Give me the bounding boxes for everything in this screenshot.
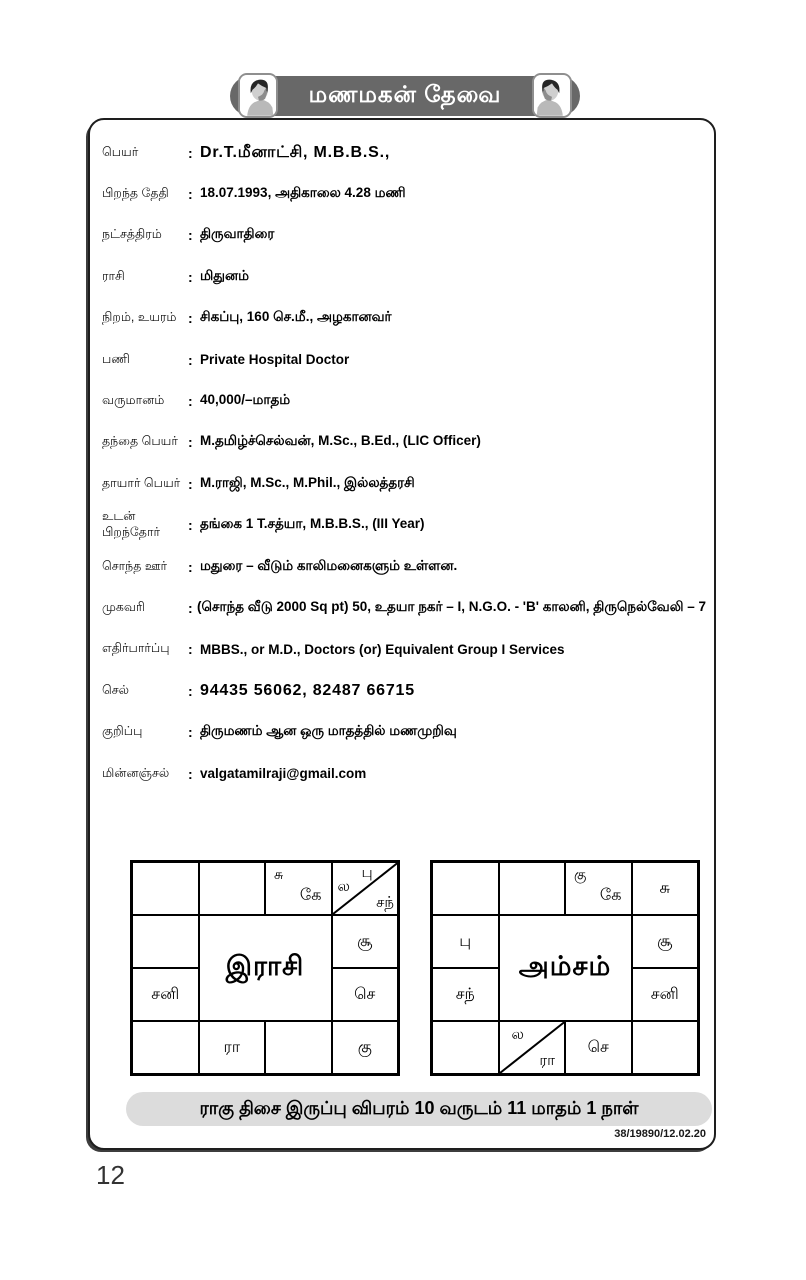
planet-label: கே	[599, 887, 622, 904]
field-colon: :	[188, 599, 193, 616]
planet-label: சூ	[657, 932, 673, 950]
biodata-box	[88, 118, 716, 1150]
rahu-dasa-note-pill	[126, 1092, 712, 1126]
page-title: மணமகன் தேவை	[308, 81, 502, 107]
field-label: நட்சத்திரம்	[102, 227, 162, 242]
field-colon: :	[188, 641, 193, 658]
rasi-cell-9	[132, 1021, 199, 1074]
amsam-chart	[430, 860, 700, 1076]
amsam-cell-6	[632, 915, 699, 968]
horoscope-charts	[90, 860, 714, 1076]
field-native-place	[102, 546, 706, 587]
planet-label: சந்	[376, 894, 394, 911]
field-colon: :	[188, 434, 193, 451]
biodata-fields	[102, 132, 706, 794]
rasi-cell-2	[199, 862, 266, 915]
groom-photo-frame-right	[532, 73, 572, 118]
rasi-cell-5	[132, 915, 199, 968]
rasi-cell-6	[332, 915, 399, 968]
planet-label: சு	[659, 879, 670, 897]
amsam-cell-9	[432, 1021, 499, 1074]
planet-label: செ	[587, 1038, 609, 1056]
field-label: மின்னஞ்சல்	[102, 765, 170, 780]
field-value: Dr.T.மீனாட்சி, M.B.B.S.,	[200, 143, 391, 161]
field-cell-phone	[102, 670, 706, 711]
field-label: பெயர்	[102, 144, 139, 159]
field-colon: :	[188, 724, 193, 741]
field-note	[102, 711, 706, 752]
field-birth-date	[102, 173, 706, 214]
field-colon: :	[188, 268, 193, 285]
planet-label: சனி	[650, 985, 679, 1003]
man-profile-icon	[240, 75, 276, 116]
field-name	[102, 132, 706, 173]
field-label: குறிப்பு	[102, 724, 143, 739]
field-value: 94435 56062, 82487 66715	[200, 681, 415, 699]
field-label: பணி	[102, 351, 130, 366]
field-value: திருமணம் ஆன ஒரு மாதத்தில் மணமுறிவு	[200, 723, 457, 739]
lagna-label: ல	[337, 878, 350, 895]
field-label: எதிர்பார்ப்பு	[102, 641, 170, 656]
field-value: 18.07.1993, அதிகாலை 4.28 மணி	[200, 185, 406, 201]
field-father-name	[102, 422, 706, 463]
field-value: valgatamilraji@gmail.com	[200, 766, 367, 782]
rasi-chart	[130, 860, 400, 1076]
field-income	[102, 380, 706, 421]
reference-number: 38/19890/12.02.20	[614, 1128, 706, 1140]
rasi-cell-7	[132, 968, 199, 1021]
page-number: 12	[96, 1160, 125, 1190]
planet-label: கு	[574, 866, 587, 882]
field-job	[102, 339, 706, 380]
amsam-cell-3	[565, 862, 632, 915]
field-label: பிறந்த தேதி	[102, 186, 169, 201]
field-label: நிறம், உயரம்	[102, 310, 177, 325]
rasi-cell-10	[199, 1021, 266, 1074]
field-colon: :	[188, 765, 193, 782]
rasi-chart-center	[199, 915, 332, 1021]
field-value: M.தமிழ்ச்செல்வன், M.Sc., B.Ed., (LIC Officer)	[200, 433, 481, 449]
field-siblings	[102, 505, 706, 546]
field-value: M.ராஜி, M.Sc., M.Phil., இல்லத்தரசி	[200, 474, 415, 490]
field-value: Private Hospital Doctor	[200, 352, 350, 368]
amsam-cell-10-split	[499, 1021, 566, 1074]
rasi-cell-4-split	[332, 862, 399, 915]
amsam-chart-center	[499, 915, 632, 1021]
field-email	[102, 753, 706, 794]
field-value: தங்கை 1 T.சத்யா, M.B.B.S., (III Year)	[200, 516, 425, 532]
field-value: மிதுனம்	[200, 267, 249, 283]
field-label: தாயார் பெயர்	[102, 475, 181, 490]
field-value: சிகப்பு, 160 செ.மீ., அழகானவர்	[200, 309, 392, 325]
field-value: 40,000/–மாதம்	[200, 392, 291, 408]
field-mother-name	[102, 463, 706, 504]
field-colon: :	[188, 517, 193, 534]
field-value: (சொந்த வீடு 2000 Sq pt) 50, உதயா நகர் – I, N.G.O. - 'B' காலனி, திருநெல்வேலி – 7	[197, 598, 706, 614]
planet-label: கு	[357, 1038, 372, 1056]
field-colon: :	[188, 144, 193, 161]
field-colon: :	[188, 393, 193, 410]
field-label: வருமானம்	[102, 393, 165, 408]
field-complexion-height	[102, 298, 706, 339]
amsam-cell-2	[499, 862, 566, 915]
field-value: மதுரை – வீடும் காலிமனைகளும் உள்ளன.	[200, 557, 458, 573]
planet-label: சனி	[151, 985, 180, 1003]
planet-label: சூ	[357, 932, 373, 950]
rasi-cell-3	[265, 862, 332, 915]
field-star	[102, 215, 706, 256]
field-label: ராசி	[102, 268, 125, 283]
amsam-cell-7	[432, 968, 499, 1021]
field-value: திருவாதிரை	[200, 226, 275, 242]
chart-title: அம்சம்	[518, 950, 612, 981]
rasi-cell-11	[265, 1021, 332, 1074]
field-label: உடன் பிறந்தோர்	[102, 509, 161, 540]
rasi-cell-1	[132, 862, 199, 915]
field-address	[102, 587, 706, 628]
planet-label: பு	[459, 932, 472, 950]
header-banner	[230, 76, 580, 116]
amsam-cell-1	[432, 862, 499, 915]
field-colon: :	[188, 682, 193, 699]
planet-label: ரா	[539, 1052, 555, 1069]
field-label: முகவரி	[102, 599, 145, 614]
field-colon: :	[188, 227, 193, 244]
planet-label: சந்	[455, 985, 475, 1003]
rasi-cell-8	[332, 968, 399, 1021]
field-label: தந்தை பெயர்	[102, 434, 178, 449]
planet-label: சு	[274, 866, 284, 882]
field-value: MBBS., or M.D., Doctors (or) Equivalent Group I Services	[200, 641, 565, 657]
field-rasi	[102, 256, 706, 297]
field-colon: :	[188, 310, 193, 327]
amsam-cell-11	[565, 1021, 632, 1074]
man-profile-icon	[534, 75, 570, 116]
amsam-cell-8	[632, 968, 699, 1021]
field-colon: :	[188, 475, 193, 492]
rahu-dasa-note: ராகு திசை இருப்பு விபரம் 10 வருடம் 11 மாதம் 1 நாள்	[199, 1097, 639, 1118]
field-colon: :	[188, 186, 193, 203]
amsam-cell-4	[632, 862, 699, 915]
planet-label: செ	[354, 985, 376, 1003]
field-expectation	[102, 629, 706, 670]
rasi-cell-12	[332, 1021, 399, 1074]
amsam-cell-5	[432, 915, 499, 968]
amsam-cell-12	[632, 1021, 699, 1074]
field-colon: :	[188, 558, 193, 575]
lagna-label: ல	[511, 1026, 524, 1043]
field-label: செல்	[102, 682, 130, 697]
field-label: சொந்த ஊர்	[102, 558, 168, 573]
planet-label: ரா	[223, 1038, 241, 1056]
chart-title: இராசி	[225, 950, 305, 981]
groom-photo-frame-left	[238, 73, 278, 118]
field-colon: :	[188, 351, 193, 368]
planet-label: பு	[361, 864, 373, 881]
planet-label: கே	[299, 887, 322, 904]
